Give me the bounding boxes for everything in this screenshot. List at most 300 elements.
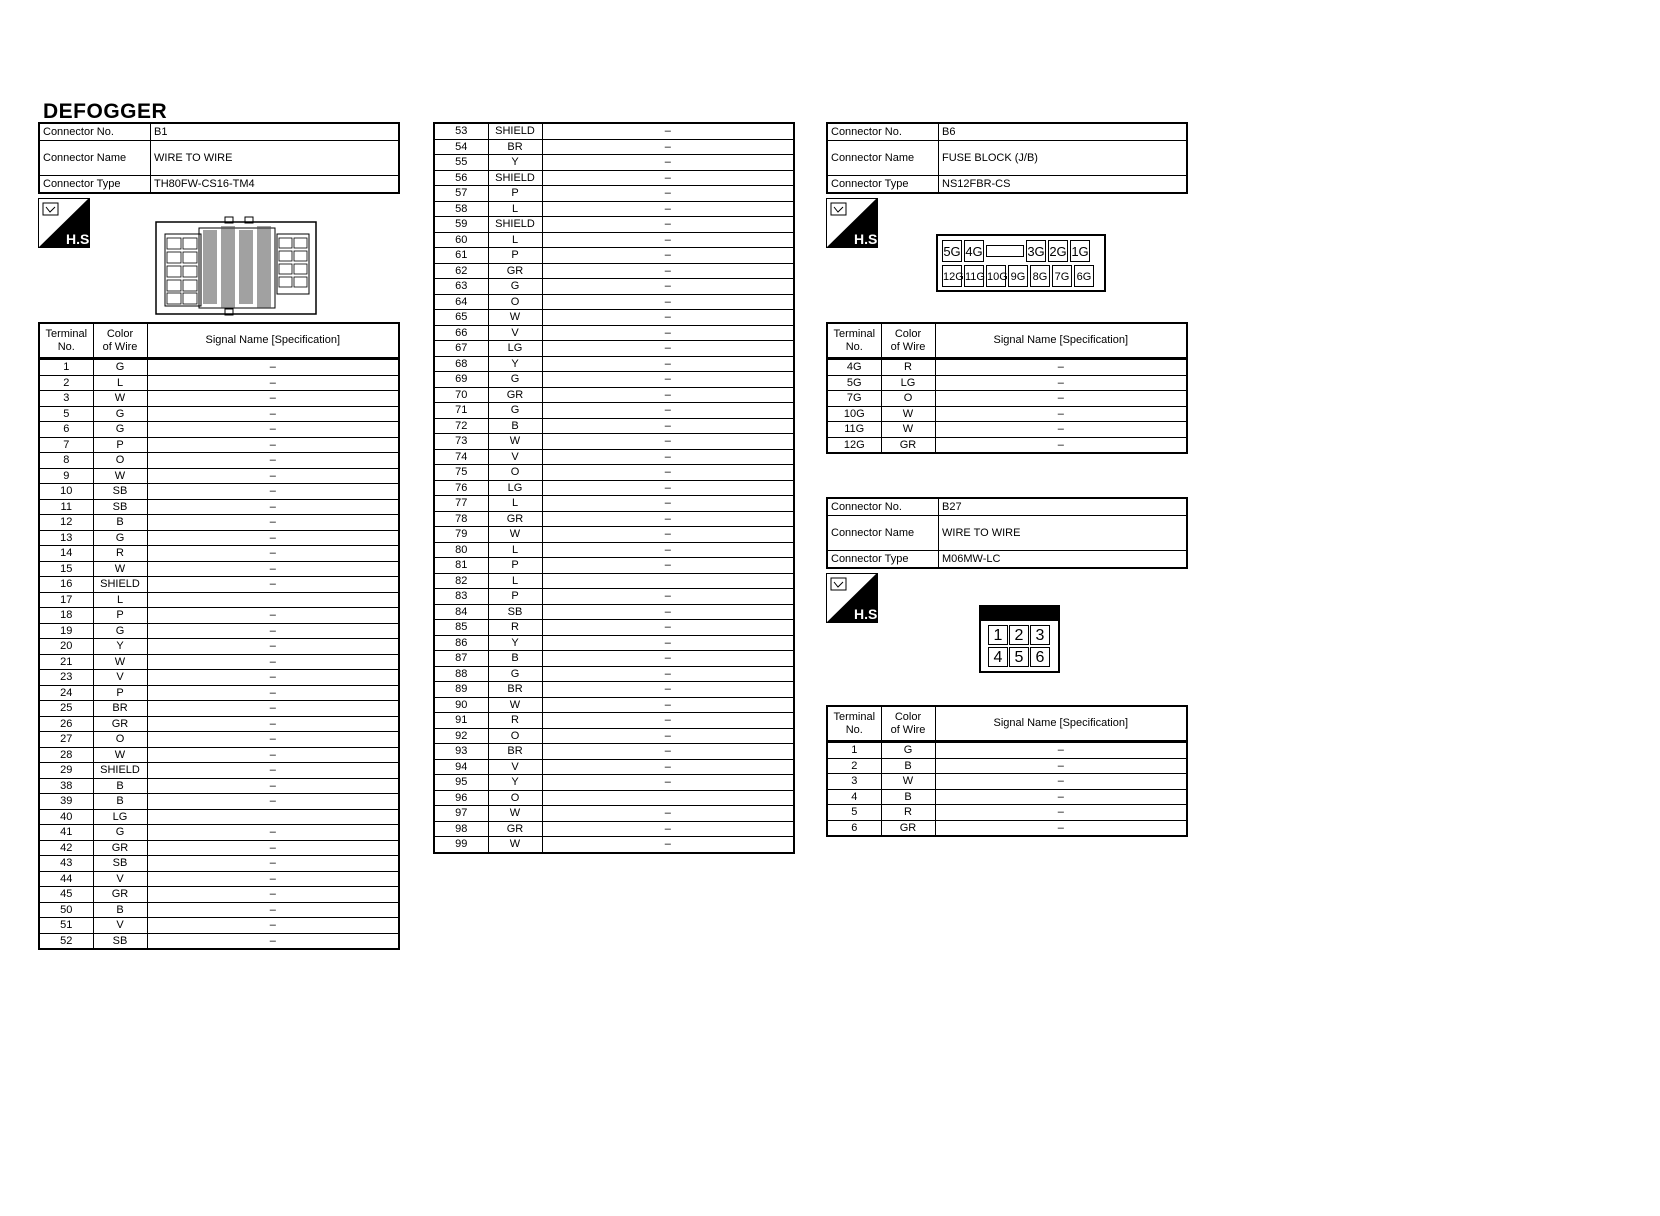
wire-color-cell: LG [881, 375, 935, 391]
b6-pin-rows [827, 359, 1187, 454]
wire-color-cell: BR [93, 701, 147, 717]
terminal-cavity: 1 [988, 625, 1008, 645]
signal-cell: – [542, 123, 794, 139]
terminal-cell: 86 [434, 635, 488, 651]
table-row [434, 759, 794, 775]
table-row [39, 701, 399, 717]
signal-cell: – [935, 789, 1187, 805]
signal-cell: – [935, 805, 1187, 821]
signal-cell: – [147, 608, 399, 624]
terminal-cell: 8 [39, 453, 93, 469]
table-row [434, 248, 794, 264]
wire-color-cell: G [488, 279, 542, 295]
terminal-cell: 41 [39, 825, 93, 841]
page-title: DEFOGGER [43, 100, 168, 123]
wire-color-cell: W [93, 391, 147, 407]
terminal-cell: 9 [39, 468, 93, 484]
terminal-cell: 67 [434, 341, 488, 357]
terminal-cavity: 8G [1030, 265, 1050, 287]
b6-name-label: Connector Name [827, 141, 939, 176]
table-row [434, 294, 794, 310]
signal-cell: – [147, 375, 399, 391]
table-row [39, 592, 399, 608]
terminal-cavity: 10G [986, 265, 1006, 287]
wire-color-cell: SHIELD [488, 217, 542, 233]
wire-color-cell: O [93, 732, 147, 748]
b1-no-value: B1 [151, 123, 400, 141]
wire-color-cell: B [488, 418, 542, 434]
signal-cell: – [542, 186, 794, 202]
signal-cell [147, 592, 399, 608]
table-row [39, 375, 399, 391]
table-row [39, 840, 399, 856]
signal-cell: – [147, 453, 399, 469]
wire-color-cell: BR [488, 682, 542, 698]
hs-icon [826, 573, 882, 623]
b27-diagram-latch [981, 607, 1058, 621]
terminal-cell: 64 [434, 294, 488, 310]
signal-cell: – [147, 359, 399, 376]
terminal-cell: 65 [434, 310, 488, 326]
signal-cell: – [147, 437, 399, 453]
terminal-cell: 82 [434, 573, 488, 589]
wire-color-cell: P [93, 437, 147, 453]
wire-color-cell: W [488, 697, 542, 713]
wire-color-cell: L [93, 592, 147, 608]
signal-cell: – [147, 732, 399, 748]
signal-cell: – [542, 666, 794, 682]
wire-color-cell: B [93, 794, 147, 810]
signal-cell: – [542, 232, 794, 248]
signal-cell: – [935, 742, 1187, 759]
terminal-cell: 21 [39, 654, 93, 670]
table-row [434, 511, 794, 527]
terminal-cavity: 1G [1070, 240, 1090, 262]
terminal-cell: 5 [39, 406, 93, 422]
table-row [434, 186, 794, 202]
wire-color-cell: W [881, 422, 935, 438]
terminal-cell: 71 [434, 403, 488, 419]
terminal-cavity: 6 [1030, 647, 1050, 667]
wire-color-cell: W [881, 774, 935, 790]
terminal-cavity: 5 [1009, 647, 1029, 667]
signal-cell: – [542, 744, 794, 760]
signal-cell: – [935, 406, 1187, 422]
b1-name-label: Connector Name [39, 141, 151, 176]
terminal-cell: 89 [434, 682, 488, 698]
terminal-cell: 45 [39, 887, 93, 903]
signal-cell: – [147, 546, 399, 562]
b27-diagram-bottom-row [988, 647, 1050, 667]
signal-cell: – [542, 465, 794, 481]
terminal-cell: 3 [39, 391, 93, 407]
terminal-header: Terminal No. [39, 323, 93, 359]
b1-connector-diagram [155, 216, 317, 321]
wire-color-cell: V [93, 871, 147, 887]
terminal-cell: 88 [434, 666, 488, 682]
wire-color-cell: P [93, 685, 147, 701]
wire-color-cell: L [488, 573, 542, 589]
signal-cell: – [542, 837, 794, 853]
wire-color-cell: SB [93, 484, 147, 500]
wire-color-cell: L [488, 542, 542, 558]
wire-color-cell: L [488, 201, 542, 217]
terminal-cell: 11G [827, 422, 881, 438]
terminal-cell: 92 [434, 728, 488, 744]
b6-type-value: NS12FBR-CS [939, 176, 1188, 194]
signal-cell: – [147, 763, 399, 779]
b1-pin-rows-1 [39, 359, 399, 950]
signal-cell: – [542, 310, 794, 326]
wire-color-cell: GR [488, 387, 542, 403]
signal-cell: – [147, 701, 399, 717]
terminal-cell: 76 [434, 480, 488, 496]
wire-color-cell: W [93, 654, 147, 670]
signal-cell [542, 790, 794, 806]
table-row [39, 670, 399, 686]
signal-cell: – [542, 449, 794, 465]
terminal-cell: 1 [827, 742, 881, 759]
terminal-cell: 4 [827, 789, 881, 805]
signal-cell: – [542, 480, 794, 496]
wire-color-cell: GR [488, 263, 542, 279]
table-row [39, 639, 399, 655]
wire-color-cell: R [881, 359, 935, 376]
terminal-cell: 91 [434, 713, 488, 729]
signal-cell: – [542, 155, 794, 171]
signal-cell: – [147, 856, 399, 872]
table-row [39, 809, 399, 825]
table-row [434, 635, 794, 651]
b6-no-value: B6 [939, 123, 1188, 141]
table-row [39, 530, 399, 546]
terminal-cell: 39 [39, 794, 93, 810]
wire-color-cell: GR [881, 820, 935, 836]
wire-color-cell: O [488, 294, 542, 310]
signal-cell: – [542, 527, 794, 543]
wire-color-cell: G [93, 359, 147, 376]
wire-color-cell: G [881, 742, 935, 759]
table-row [827, 774, 1187, 790]
signal-cell: – [542, 387, 794, 403]
table-row [434, 542, 794, 558]
signal-cell: – [542, 139, 794, 155]
table-row [39, 468, 399, 484]
table-row [827, 375, 1187, 391]
wire-color-cell: G [93, 530, 147, 546]
table-row [39, 391, 399, 407]
terminal-cell: 77 [434, 496, 488, 512]
table-row [434, 155, 794, 171]
wire-color-cell: O [488, 790, 542, 806]
signal-cell: – [147, 561, 399, 577]
terminal-cell: 75 [434, 465, 488, 481]
signal-cell: – [147, 670, 399, 686]
terminal-cell: 18 [39, 608, 93, 624]
table-row [434, 217, 794, 233]
wire-color-cell: LG [488, 480, 542, 496]
terminal-cell: 61 [434, 248, 488, 264]
terminal-cell: 56 [434, 170, 488, 186]
wire-color-cell: G [93, 406, 147, 422]
wire-color-cell: W [881, 406, 935, 422]
signal-cell: – [542, 589, 794, 605]
wire-color-cell: GR [881, 437, 935, 453]
wire-color-cell: B [881, 758, 935, 774]
wire-color-cell: L [488, 232, 542, 248]
terminal-cell: 2 [827, 758, 881, 774]
b1-type-label: Connector Type [39, 176, 151, 194]
terminal-cell: 10G [827, 406, 881, 422]
table-row [39, 546, 399, 562]
wire-color-cell: LG [488, 341, 542, 357]
terminal-cell: 84 [434, 604, 488, 620]
terminal-cell: 87 [434, 651, 488, 667]
b1-type-value: TH80FW-CS16-TM4 [151, 176, 400, 194]
table-row [827, 742, 1187, 759]
wire-color-cell: SB [93, 856, 147, 872]
signal-cell: – [542, 217, 794, 233]
table-row [434, 356, 794, 372]
wire-color-cell: V [488, 325, 542, 341]
signal-cell: – [147, 778, 399, 794]
terminal-cell: 11 [39, 499, 93, 515]
terminal-cell: 60 [434, 232, 488, 248]
terminal-cell: 5G [827, 375, 881, 391]
wire-color-cell: O [488, 465, 542, 481]
wire-color-cell: W [488, 806, 542, 822]
signal-cell: – [147, 468, 399, 484]
b27-type-label: Connector Type [827, 551, 939, 569]
signal-header: Signal Name [Specification] [935, 323, 1187, 359]
b6-no-label: Connector No. [827, 123, 939, 141]
signal-cell: – [542, 821, 794, 837]
table-row [434, 449, 794, 465]
terminal-cell: 96 [434, 790, 488, 806]
wire-color-cell: B [93, 902, 147, 918]
signal-cell: – [147, 747, 399, 763]
signal-cell: – [542, 682, 794, 698]
terminal-cell: 59 [434, 217, 488, 233]
terminal-cavity: 9G [1008, 265, 1028, 287]
wire-color-cell: GR [93, 716, 147, 732]
signal-cell: – [935, 774, 1187, 790]
terminal-cell: 15 [39, 561, 93, 577]
signal-cell: – [147, 639, 399, 655]
wire-color-cell: V [488, 759, 542, 775]
table-row [39, 871, 399, 887]
table-row [39, 732, 399, 748]
wire-color-cell: SHIELD [488, 170, 542, 186]
signal-cell: – [147, 825, 399, 841]
terminal-cavity: 7G [1052, 265, 1072, 287]
wire-color-cell: BR [488, 139, 542, 155]
table-row [434, 666, 794, 682]
terminal-cell: 70 [434, 387, 488, 403]
terminal-cavity: 2G [1048, 240, 1068, 262]
table-row [39, 685, 399, 701]
signal-cell: – [147, 422, 399, 438]
table-row [827, 437, 1187, 453]
signal-cell: – [147, 933, 399, 949]
table-row [434, 170, 794, 186]
terminal-cell: 17 [39, 592, 93, 608]
terminal-cell: 69 [434, 372, 488, 388]
table-row [434, 325, 794, 341]
wire-color-cell: P [93, 608, 147, 624]
wire-color-cell: SHIELD [93, 763, 147, 779]
b1-name-value: WIRE TO WIRE [151, 141, 400, 176]
signal-cell [542, 573, 794, 589]
terminal-cell: 3 [827, 774, 881, 790]
signal-cell: – [935, 758, 1187, 774]
b6-diagram-bottom-row [942, 265, 1094, 287]
terminal-cell: 6 [39, 422, 93, 438]
terminal-cell: 68 [434, 356, 488, 372]
b27-pin-rows [827, 742, 1187, 837]
wire-color-cell: V [488, 449, 542, 465]
table-row [39, 515, 399, 531]
terminal-cell: 62 [434, 263, 488, 279]
signal-cell: – [147, 794, 399, 810]
hs-icon [826, 198, 882, 248]
table-row [39, 825, 399, 841]
table-row [39, 794, 399, 810]
terminal-cell: 81 [434, 558, 488, 574]
wire-color-cell: B [488, 651, 542, 667]
table-row [39, 577, 399, 593]
terminal-cell: 43 [39, 856, 93, 872]
terminal-cell: 93 [434, 744, 488, 760]
terminal-cell: 29 [39, 763, 93, 779]
table-row [434, 651, 794, 667]
table-row [434, 403, 794, 419]
terminal-cell: 51 [39, 918, 93, 934]
hs-icon [38, 198, 94, 248]
signal-cell: – [542, 604, 794, 620]
terminal-cavity: 11G [964, 265, 984, 287]
wire-color-cell: W [488, 837, 542, 853]
wire-color-cell: SB [93, 933, 147, 949]
table-row [434, 682, 794, 698]
terminal-cell: 63 [434, 279, 488, 295]
signal-cell: – [542, 806, 794, 822]
signal-cell: – [542, 279, 794, 295]
wire-color-cell: R [93, 546, 147, 562]
terminal-cell: 79 [434, 527, 488, 543]
table-row [434, 620, 794, 636]
wire-color-cell: G [488, 403, 542, 419]
table-row [434, 837, 794, 853]
table-row [434, 310, 794, 326]
table-row [39, 654, 399, 670]
signal-cell: – [147, 840, 399, 856]
wire-color-cell: L [93, 375, 147, 391]
table-row [39, 359, 399, 376]
signal-cell: – [542, 496, 794, 512]
b27-connector-info [826, 497, 1188, 569]
wire-color-cell: Y [488, 635, 542, 651]
signal-cell: – [542, 201, 794, 217]
table-row [39, 561, 399, 577]
table-row [39, 453, 399, 469]
terminal-cell: 7 [39, 437, 93, 453]
terminal-cell: 95 [434, 775, 488, 791]
wire-color-cell: SHIELD [488, 123, 542, 139]
b1-connector-info [38, 122, 400, 194]
table-row [434, 790, 794, 806]
wire-color-cell: G [488, 666, 542, 682]
signal-cell: – [935, 375, 1187, 391]
signal-cell: – [542, 325, 794, 341]
signal-cell: – [147, 654, 399, 670]
table-row [827, 758, 1187, 774]
terminal-cell: 4G [827, 359, 881, 376]
terminal-cell: 99 [434, 837, 488, 853]
table-row [827, 406, 1187, 422]
signal-cell: – [542, 511, 794, 527]
signal-cell: – [147, 530, 399, 546]
wire-color-cell: P [488, 558, 542, 574]
signal-header: Signal Name [Specification] [935, 706, 1187, 742]
terminal-cell: 2 [39, 375, 93, 391]
table-row [39, 887, 399, 903]
b6-name-value: FUSE BLOCK (J/B) [939, 141, 1188, 176]
terminal-cell: 55 [434, 155, 488, 171]
terminal-cell: 78 [434, 511, 488, 527]
wire-color-cell: R [488, 713, 542, 729]
color-header: Color of Wire [93, 323, 147, 359]
terminal-cavity: 3G [1026, 240, 1046, 262]
terminal-cell: 6 [827, 820, 881, 836]
terminal-cell: 25 [39, 701, 93, 717]
table-row [434, 232, 794, 248]
terminal-cell: 26 [39, 716, 93, 732]
table-row [827, 805, 1187, 821]
signal-cell: – [542, 759, 794, 775]
table-row [434, 527, 794, 543]
signal-cell [147, 809, 399, 825]
signal-cell: – [542, 170, 794, 186]
table-row [434, 713, 794, 729]
wire-color-cell: GR [93, 887, 147, 903]
signal-cell: – [542, 434, 794, 450]
terminal-cell: 72 [434, 418, 488, 434]
signal-cell: – [147, 484, 399, 500]
signal-cell: – [147, 887, 399, 903]
wire-color-cell: W [93, 747, 147, 763]
color-header: Color of Wire [881, 323, 935, 359]
table-row [434, 728, 794, 744]
signal-cell: – [147, 577, 399, 593]
wire-color-cell: G [93, 825, 147, 841]
terminal-cell: 20 [39, 639, 93, 655]
signal-cell: – [935, 391, 1187, 407]
wire-color-cell: G [93, 422, 147, 438]
terminal-cell: 50 [39, 902, 93, 918]
table-row [39, 437, 399, 453]
terminal-cell: 57 [434, 186, 488, 202]
table-row [434, 139, 794, 155]
signal-cell: – [542, 775, 794, 791]
terminal-cavity: 6G [1074, 265, 1094, 287]
signal-cell: – [147, 515, 399, 531]
wire-color-cell: G [488, 372, 542, 388]
terminal-cell: 66 [434, 325, 488, 341]
b1-no-label: Connector No. [39, 123, 151, 141]
b27-pin-table [826, 705, 1188, 837]
b6-connector-diagram [936, 234, 1106, 292]
